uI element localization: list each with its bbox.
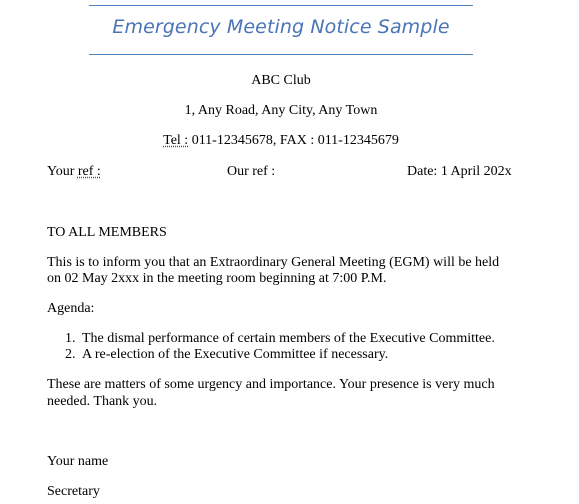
paragraph-1-line-1: This is to inform you that an Extraordinary General Meeting (EGM) will be held xyxy=(47,255,500,270)
your-ref-underlined: ref : xyxy=(77,164,101,179)
paragraph-2-line-1: These are matters of some urgency and importance. Your presence is very much xyxy=(47,377,495,392)
agenda-item xyxy=(65,346,388,363)
document-title: Emergency Meeting Notice Sample xyxy=(112,16,450,38)
paragraph-1-line-2: on 02 May 2xxx in the meeting room beginning at 7:00 P.M. xyxy=(47,271,387,286)
org-name: ABC Club xyxy=(251,73,311,88)
greeting: TO ALL MEMBERS xyxy=(47,225,167,240)
agenda-item xyxy=(65,330,495,347)
tel-fax-numbers: 011-12345678, FAX : 011-12345679 xyxy=(188,133,399,148)
org-address: 1, Any Road, Any City, Any Town xyxy=(184,103,378,118)
paragraph-2-line-2: needed. Thank you. xyxy=(47,394,158,409)
letter-date: Date: 1 April 202x xyxy=(407,164,512,179)
your-ref-label: Your xyxy=(47,164,78,179)
title-top-rule xyxy=(89,5,473,6)
tel-label: Tel : xyxy=(163,133,189,148)
signature-name: Your name xyxy=(47,454,109,469)
title-bottom-rule xyxy=(89,54,473,55)
agenda-item-text: A re-election of the Executive Committee if necessary. xyxy=(82,347,389,362)
org-contact xyxy=(0,133,562,149)
our-ref: Our ref : xyxy=(227,164,276,179)
agenda-item-number: 1. xyxy=(65,331,76,346)
your-ref xyxy=(47,163,101,180)
agenda-item-number: 2. xyxy=(65,347,76,362)
agenda-label: Agenda: xyxy=(47,301,95,316)
agenda-item-text: The dismal performance of certain members of the Executive Committee. xyxy=(82,331,495,346)
signature-role: Secretary xyxy=(47,484,100,499)
